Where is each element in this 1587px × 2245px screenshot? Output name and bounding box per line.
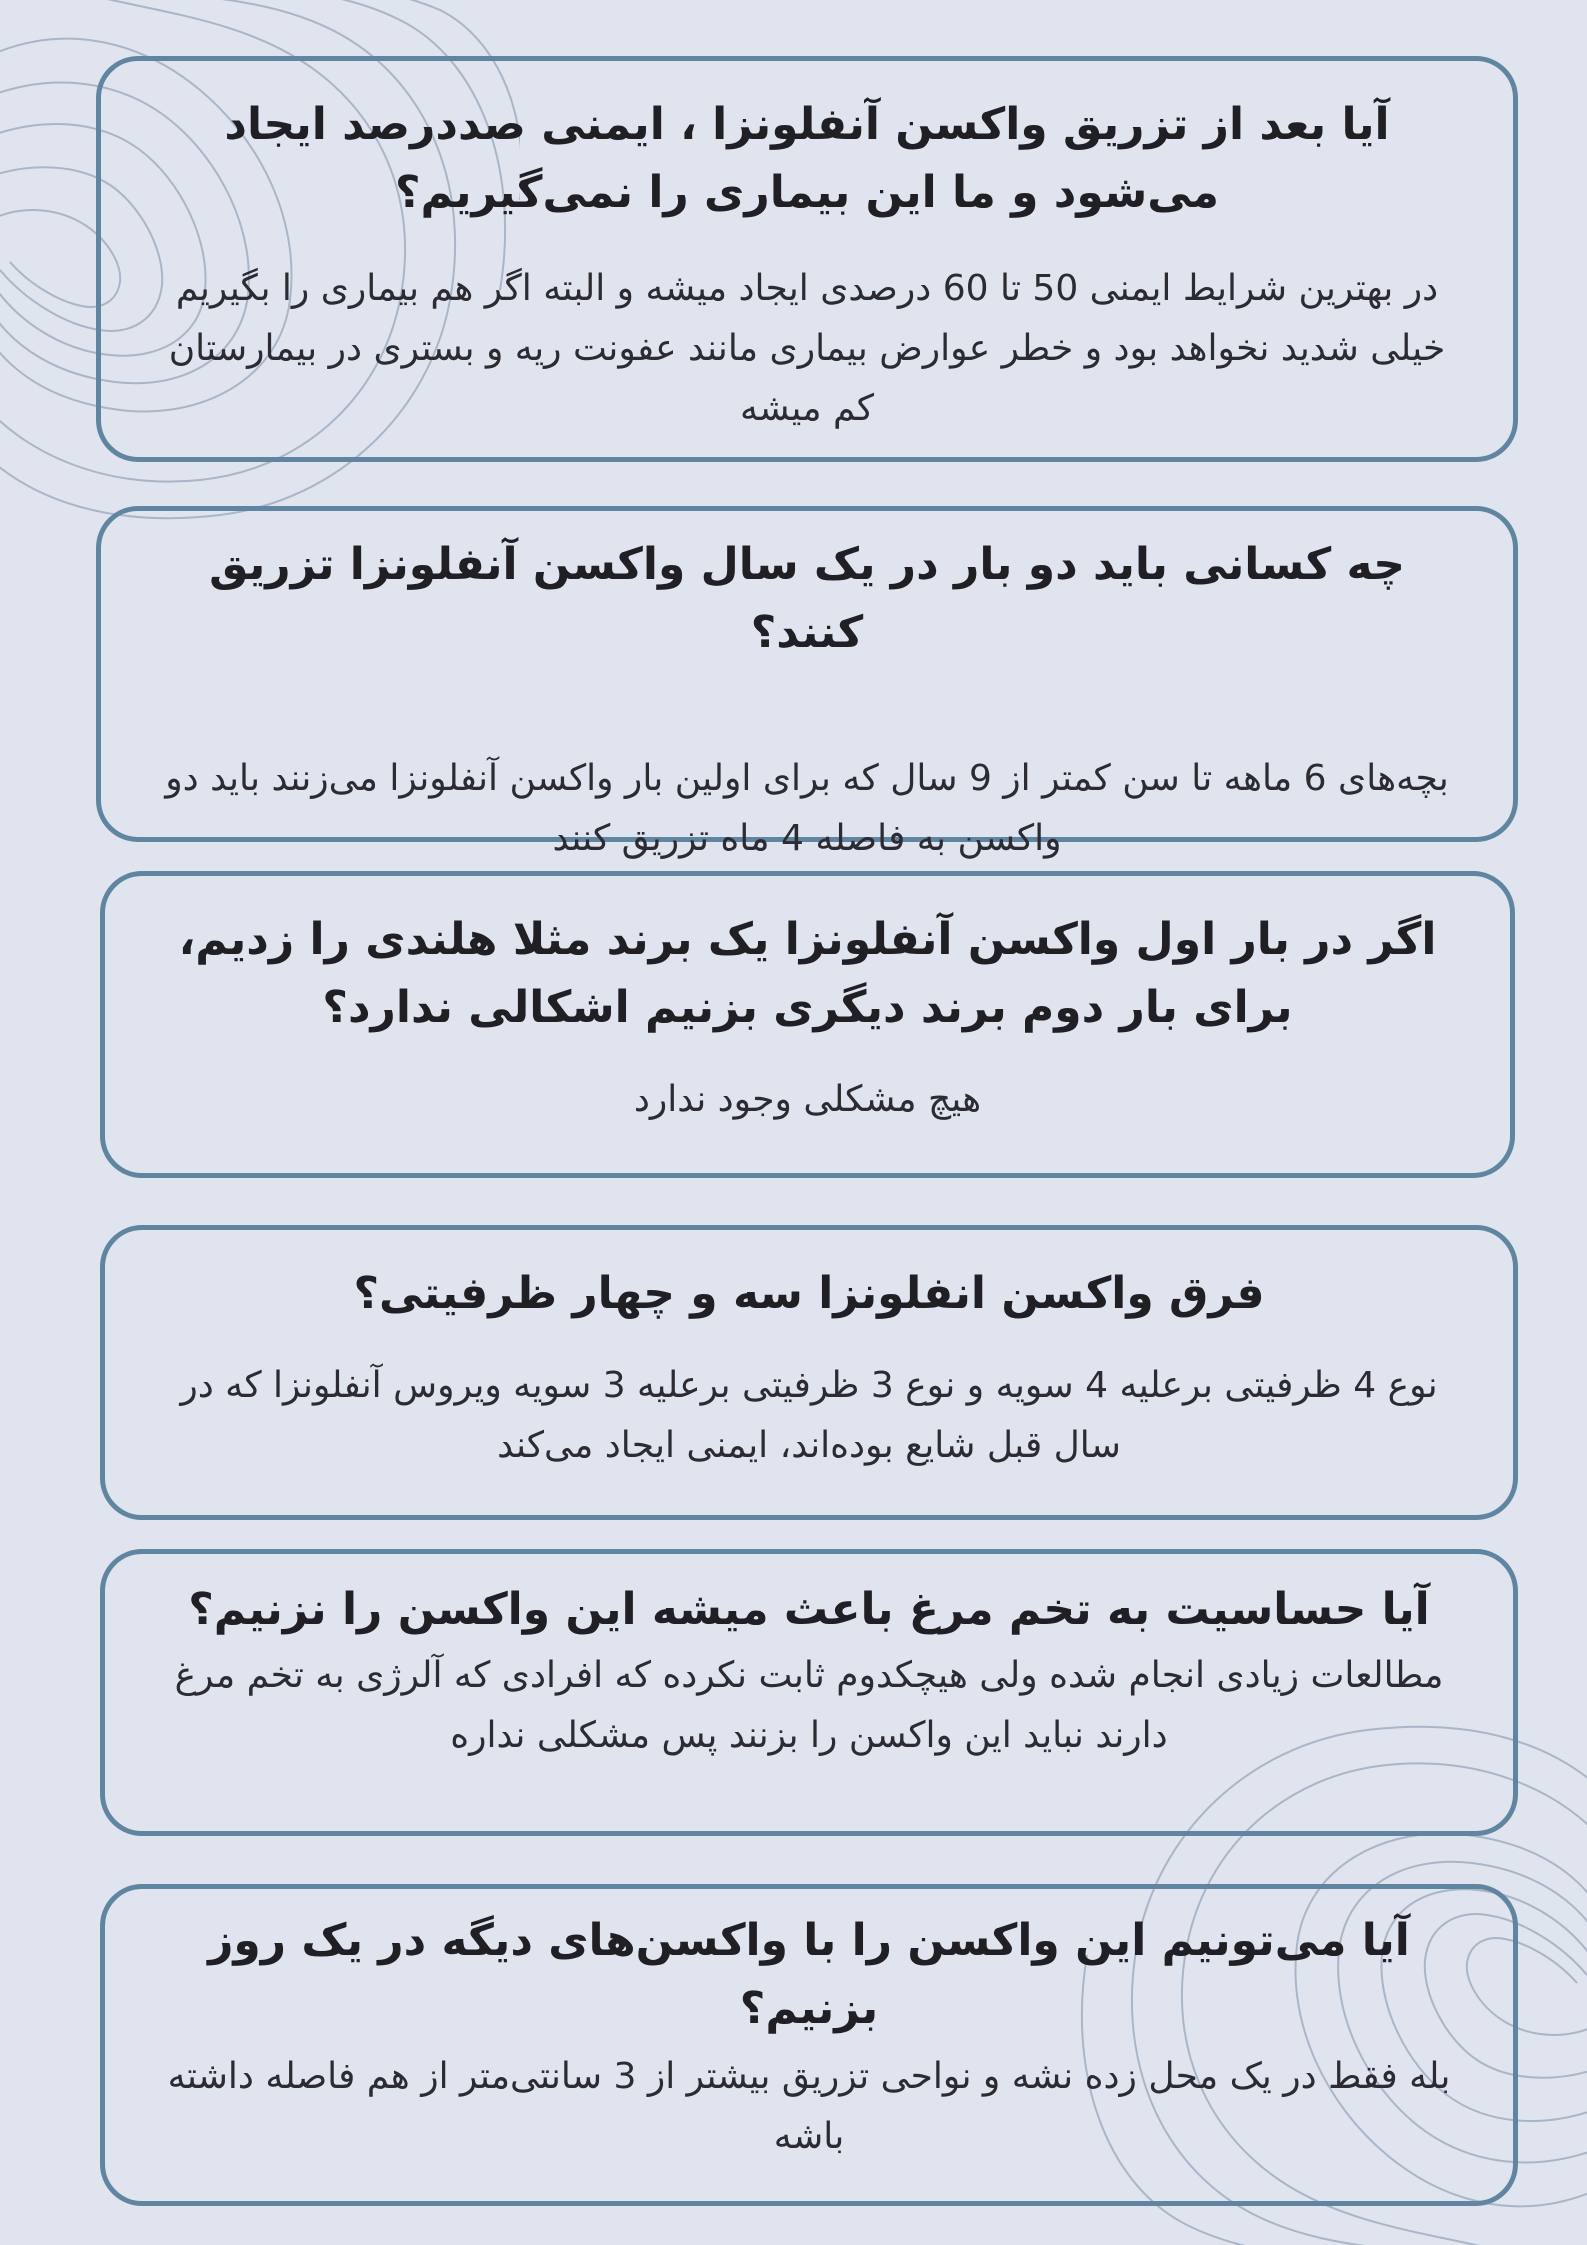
faq-answer: مطالعات زیادی انجام شده ولی هیچکدوم ثابت نکرده که افرادی که آلرژی به تخم مرغ دارند نباید این واکسن را بزنند پس مشکلی نداره (174, 1655, 1444, 1756)
faq-card-trivalent-quadrivalent (100, 1225, 1518, 1520)
faq-card-other-vaccines (100, 1884, 1518, 2206)
faq-question: آیا می‌تونیم این واکسن را با واکسن‌های دیگه در یک روز بزنیم؟ (208, 1915, 1410, 2034)
faq-card-two-doses (96, 506, 1518, 859)
faq-answer: هیچ مشکلی وجود ندارد (633, 1079, 982, 1120)
faq-question: آیا حساسیت به تخم مرغ باعث میشه این واکسن را نزنیم؟ (188, 1584, 1430, 1635)
faq-question: اگر در بار اول واکسن آنفلونزا یک برند مثلا هلندی را زدیم، برای بار دوم برند دیگری بزنیم اشکالی ندارد؟ (178, 914, 1437, 1033)
faq-answer: در بهترین شرایط ایمنی 50 تا 60 درصدی ایجاد میشه و البته اگر هم بیماری را بگیریم خیلی شدید نخواهد بود و خطر عوارض بیماری مانند عفونت ریه و بستری در بیمارستان کم میشه (168, 268, 1446, 429)
faq-card-egg-allergy (100, 1549, 1518, 1836)
faq-question: فرق واکسن انفلونزا سه و چهار ظرفیتی؟ (353, 1268, 1265, 1319)
faq-question: چه کسانی باید دو بار در یک سال واکسن آنفلونزا تزریق کنند؟ (209, 539, 1405, 658)
faq-answer: بله فقط در یک محل زده نشه و نواحی تزریق بیشتر از 3 سانتی‌متر از هم فاصله داشته باشه (167, 2056, 1451, 2157)
faq-answer: بچه‌های 6 ماهه تا سن کمتر از 9 سال که برای اولین بار واکسن آنفلونزا می‌زنند باید دو واکسن به فاصله 4 ماه تزریق کنند (165, 758, 1449, 859)
faq-answer: نوع 4 ظرفیتی برعلیه 4 سویه و نوع 3 ظرفیتی برعلیه 3 سویه ویروس آنفلونزا که در سال قبل شایع بوده‌اند، ایمنی ایجاد می‌کند (180, 1365, 1438, 1466)
faq-question: آیا بعد از تزریق واکسن آنفلونزا ، ایمنی صددرصد ایجاد می‌شود و ما این بیماری را نمی‌گیریم؟ (224, 99, 1390, 218)
faq-card-brand-switch (100, 871, 1515, 1178)
faq-card-immunity (96, 56, 1518, 462)
